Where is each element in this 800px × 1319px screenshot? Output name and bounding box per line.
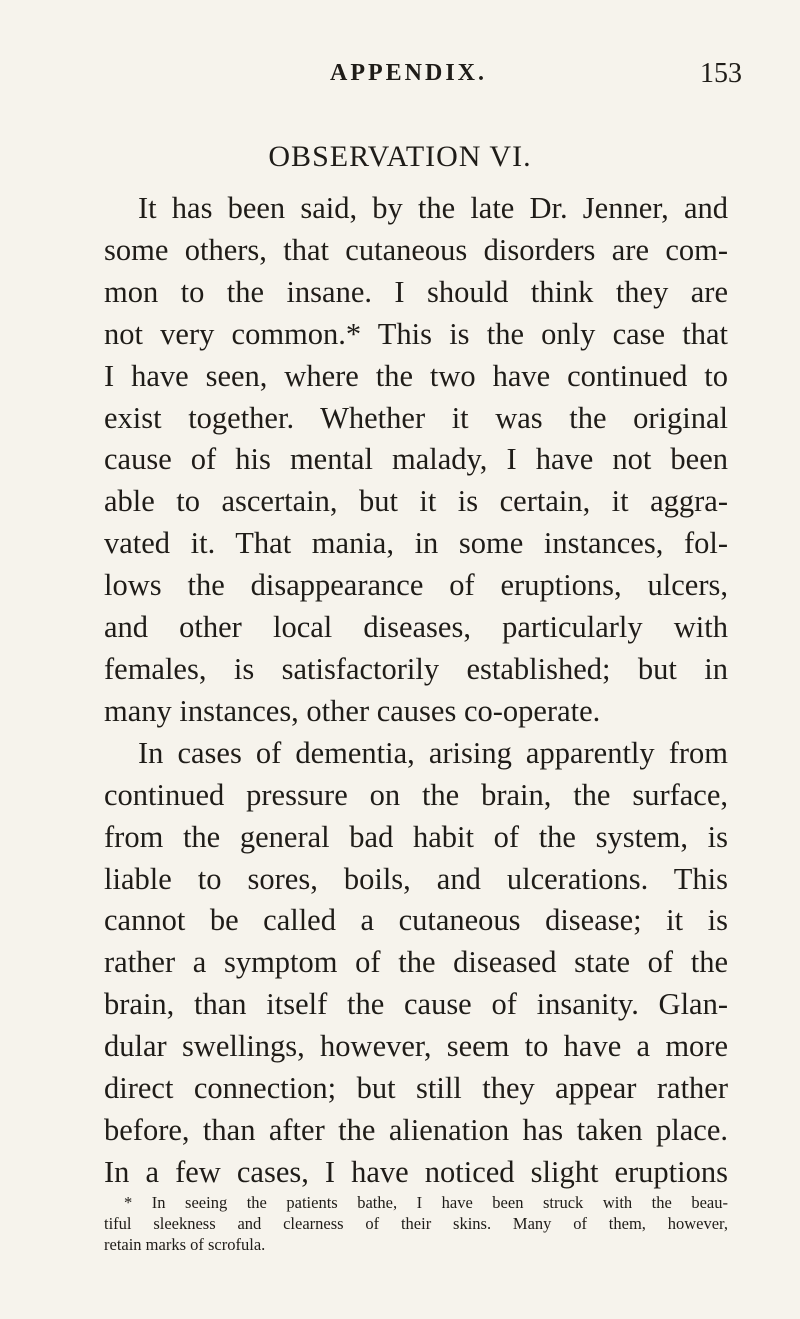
body-line: vated it. That mania, in some instances, fol- xyxy=(104,526,728,561)
footnote-line: * In seeing the patients bathe, I have been struck with the beau- xyxy=(124,1193,728,1212)
body-line: mon to the insane. I should think they are xyxy=(104,274,728,309)
body-text xyxy=(104,188,728,1194)
body-line: before, than after the alienation has taken place. xyxy=(104,1112,728,1147)
page-number: 153 xyxy=(700,58,742,89)
body-line: cannot be called a cutaneous disease; it is xyxy=(104,903,728,938)
body-line: not very common.* This is the only case that xyxy=(104,316,728,351)
body-line: brain, than itself the cause of insanity. Glan- xyxy=(104,987,728,1022)
body-line: cause of his mental malady, I have not been xyxy=(104,442,728,477)
body-line: continued pressure on the brain, the surface, xyxy=(104,777,728,812)
footnote-line: tiful sleekness and clearness of their skins. Many of them, however, xyxy=(104,1214,728,1233)
body-line: and other local diseases, particularly with xyxy=(104,610,728,645)
body-line: I have seen, where the two have continued to xyxy=(104,358,728,393)
section-heading: OBSERVATION VI. xyxy=(268,140,532,173)
body-line: lows the disappearance of eruptions, ulcers, xyxy=(104,568,728,603)
body-line: from the general bad habit of the system, is xyxy=(104,819,728,854)
body-line: rather a symptom of the diseased state of the xyxy=(104,945,728,980)
body-line: direct connection; but still they appear rather xyxy=(104,1071,728,1106)
body-line: some others, that cutaneous disorders are com- xyxy=(104,232,728,267)
footnote-line: retain marks of scrofula. xyxy=(104,1235,266,1254)
body-line: liable to sores, boils, and ulcerations. This xyxy=(104,861,728,896)
body-line: dular swellings, however, seem to have a more xyxy=(104,1029,728,1064)
body-line: In a few cases, I have noticed slight eruptions xyxy=(104,1154,728,1189)
body-line: It has been said, by the late Dr. Jenner, and xyxy=(138,191,728,225)
body-line: In cases of dementia, arising apparently from xyxy=(138,735,728,770)
body-line: exist together. Whether it was the original xyxy=(104,400,728,435)
footnote xyxy=(104,1192,728,1255)
body-line: females, is satisfactorily established; but in xyxy=(104,651,728,686)
body-line: able to ascertain, but it is certain, it aggra- xyxy=(104,484,728,519)
body-line: many instances, other causes co-operate. xyxy=(104,693,601,728)
running-head: APPENDIX. xyxy=(330,60,487,86)
